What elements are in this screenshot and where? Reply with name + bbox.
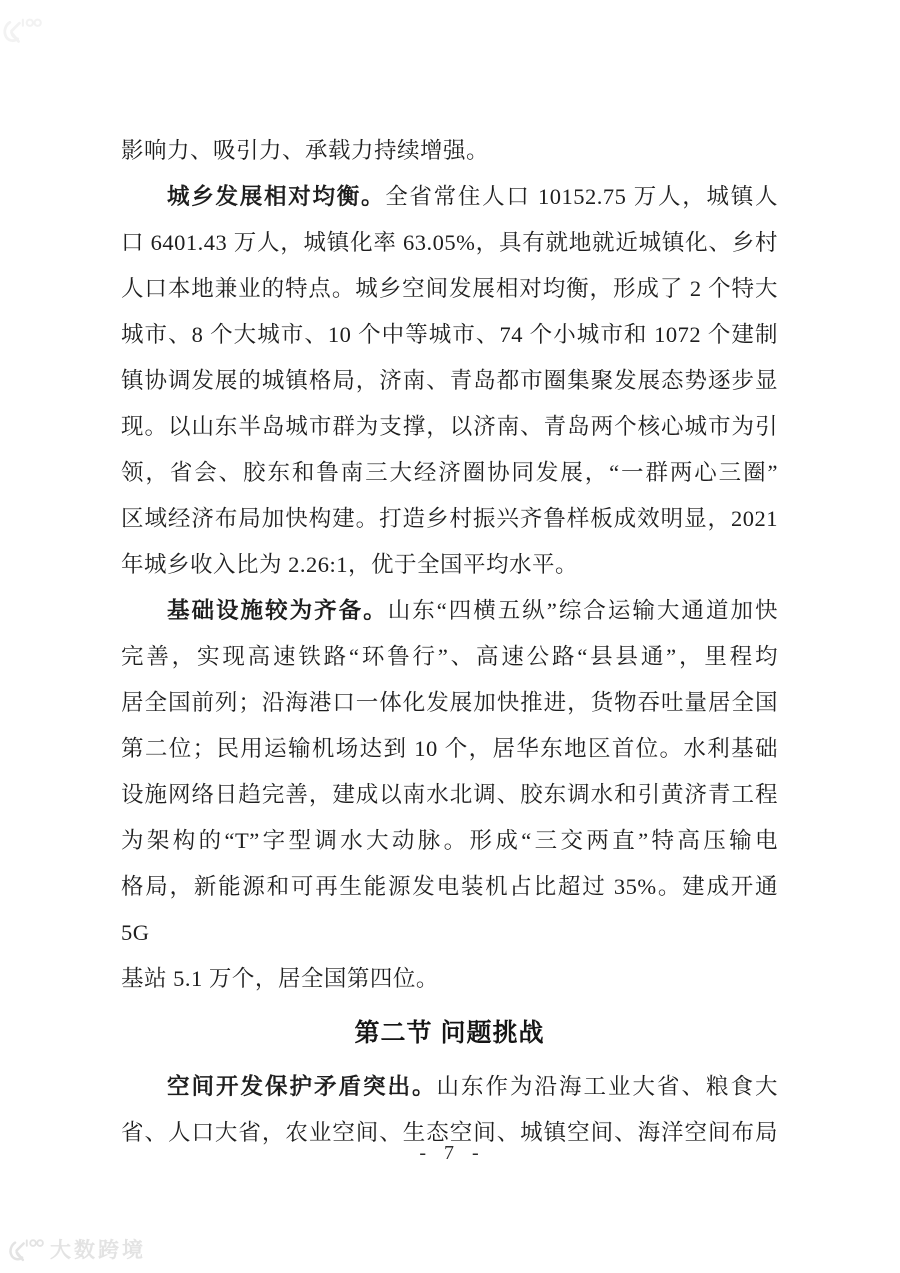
text-line	[121, 404, 778, 450]
text-line	[121, 956, 778, 1002]
document-body	[121, 128, 778, 1156]
paragraph-text: 居全国前列；沿海港口一体化发展加快推进，货物吞吐量居全国	[121, 690, 778, 715]
paragraph-text: 全省常住人口 10152.75 万人，城镇人	[385, 184, 778, 209]
paragraph-text: 格局，新能源和可再生能源发电装机占比超过 35%。建成开通 5G	[121, 874, 778, 945]
paragraph-text: 为架构的“T”字型调水大动脉。形成“三交两直”特高压输电	[121, 828, 778, 853]
text-line	[121, 220, 778, 266]
text-line	[121, 634, 778, 680]
text-line	[121, 818, 778, 864]
text-line	[121, 1064, 778, 1110]
paragraph-text: 山东作为沿海工业大省、粮食大	[436, 1074, 778, 1099]
paragraph-text: 城市、8 个大城市、10 个中等城市、74 个小城市和 1072 个建制	[121, 322, 778, 347]
text-line	[121, 680, 778, 726]
paragraph-text: 设施网络日趋完善，建成以南水北调、胶东调水和引黄济青工程	[121, 782, 778, 807]
text-line	[121, 450, 778, 496]
text-line	[121, 772, 778, 818]
paragraph-lead-text: 空间开发保护矛盾突出。	[167, 1074, 437, 1099]
text-line	[121, 174, 778, 220]
paragraph-text: 口 6401.43 万人，城镇化率 63.05%，具有就地就近城镇化、乡村	[121, 230, 778, 255]
text-line	[121, 358, 778, 404]
watermark-brand-text: 大数跨境	[50, 1239, 146, 1262]
paragraph-text: 区域经济布局加快构建。打造乡村振兴齐鲁样板成效明显，2021	[121, 506, 778, 531]
section-heading: 第二节 问题挑战	[354, 1019, 545, 1047]
text-line	[121, 864, 778, 956]
paragraph-lead-text: 基础设施较为齐备。	[167, 598, 388, 623]
text-line	[121, 266, 778, 312]
paragraph-text: 镇协调发展的城镇格局，济南、青岛都市圈集聚发展态势逐步显	[121, 368, 778, 393]
page-number: - 7 -	[419, 1142, 481, 1164]
paragraph-text: 领，省会、胶东和鲁南三大经济圈协同发展，“一群两心三圈”	[121, 460, 778, 485]
paragraph-text: 年城乡收入比为 2.26:1，优于全国平均水平。	[121, 552, 579, 577]
text-line	[121, 128, 778, 174]
text-line	[121, 496, 778, 542]
paragraph-text: 第二位；民用运输机场达到 10 个，居华东地区首位。水利基础	[121, 736, 778, 761]
paragraph-text: 山东“四横五纵”综合运输大通道加快	[387, 598, 778, 623]
paragraph-text: 现。以山东半岛城市群为支撑，以济南、青岛两个核心城市为引	[121, 414, 778, 439]
text-line	[121, 726, 778, 772]
paragraph-text: 省、人口大省，农业空间、生态空间、城镇空间、海洋空间布局	[121, 1120, 778, 1145]
text-line	[121, 542, 778, 588]
k100-logo-icon	[8, 1237, 44, 1264]
watermark-top	[2, 16, 42, 46]
watermark-bottom	[8, 1237, 146, 1264]
paragraph-text: 人口本地兼业的特点。城乡空间发展相对均衡，形成了 2 个特大	[121, 276, 778, 301]
paragraph-text: 完善，实现高速铁路“环鲁行”、高速公路“县县通”，里程均	[121, 644, 778, 669]
text-line	[121, 312, 778, 358]
text-line	[121, 588, 778, 634]
paragraph-lead-text: 城乡发展相对均衡。	[167, 184, 386, 209]
paragraph-text: 影响力、吸引力、承载力持续增强。	[121, 138, 490, 163]
paragraph-text: 基站 5.1 万个，居全国第四位。	[121, 966, 439, 991]
k100-logo-icon	[2, 16, 42, 46]
